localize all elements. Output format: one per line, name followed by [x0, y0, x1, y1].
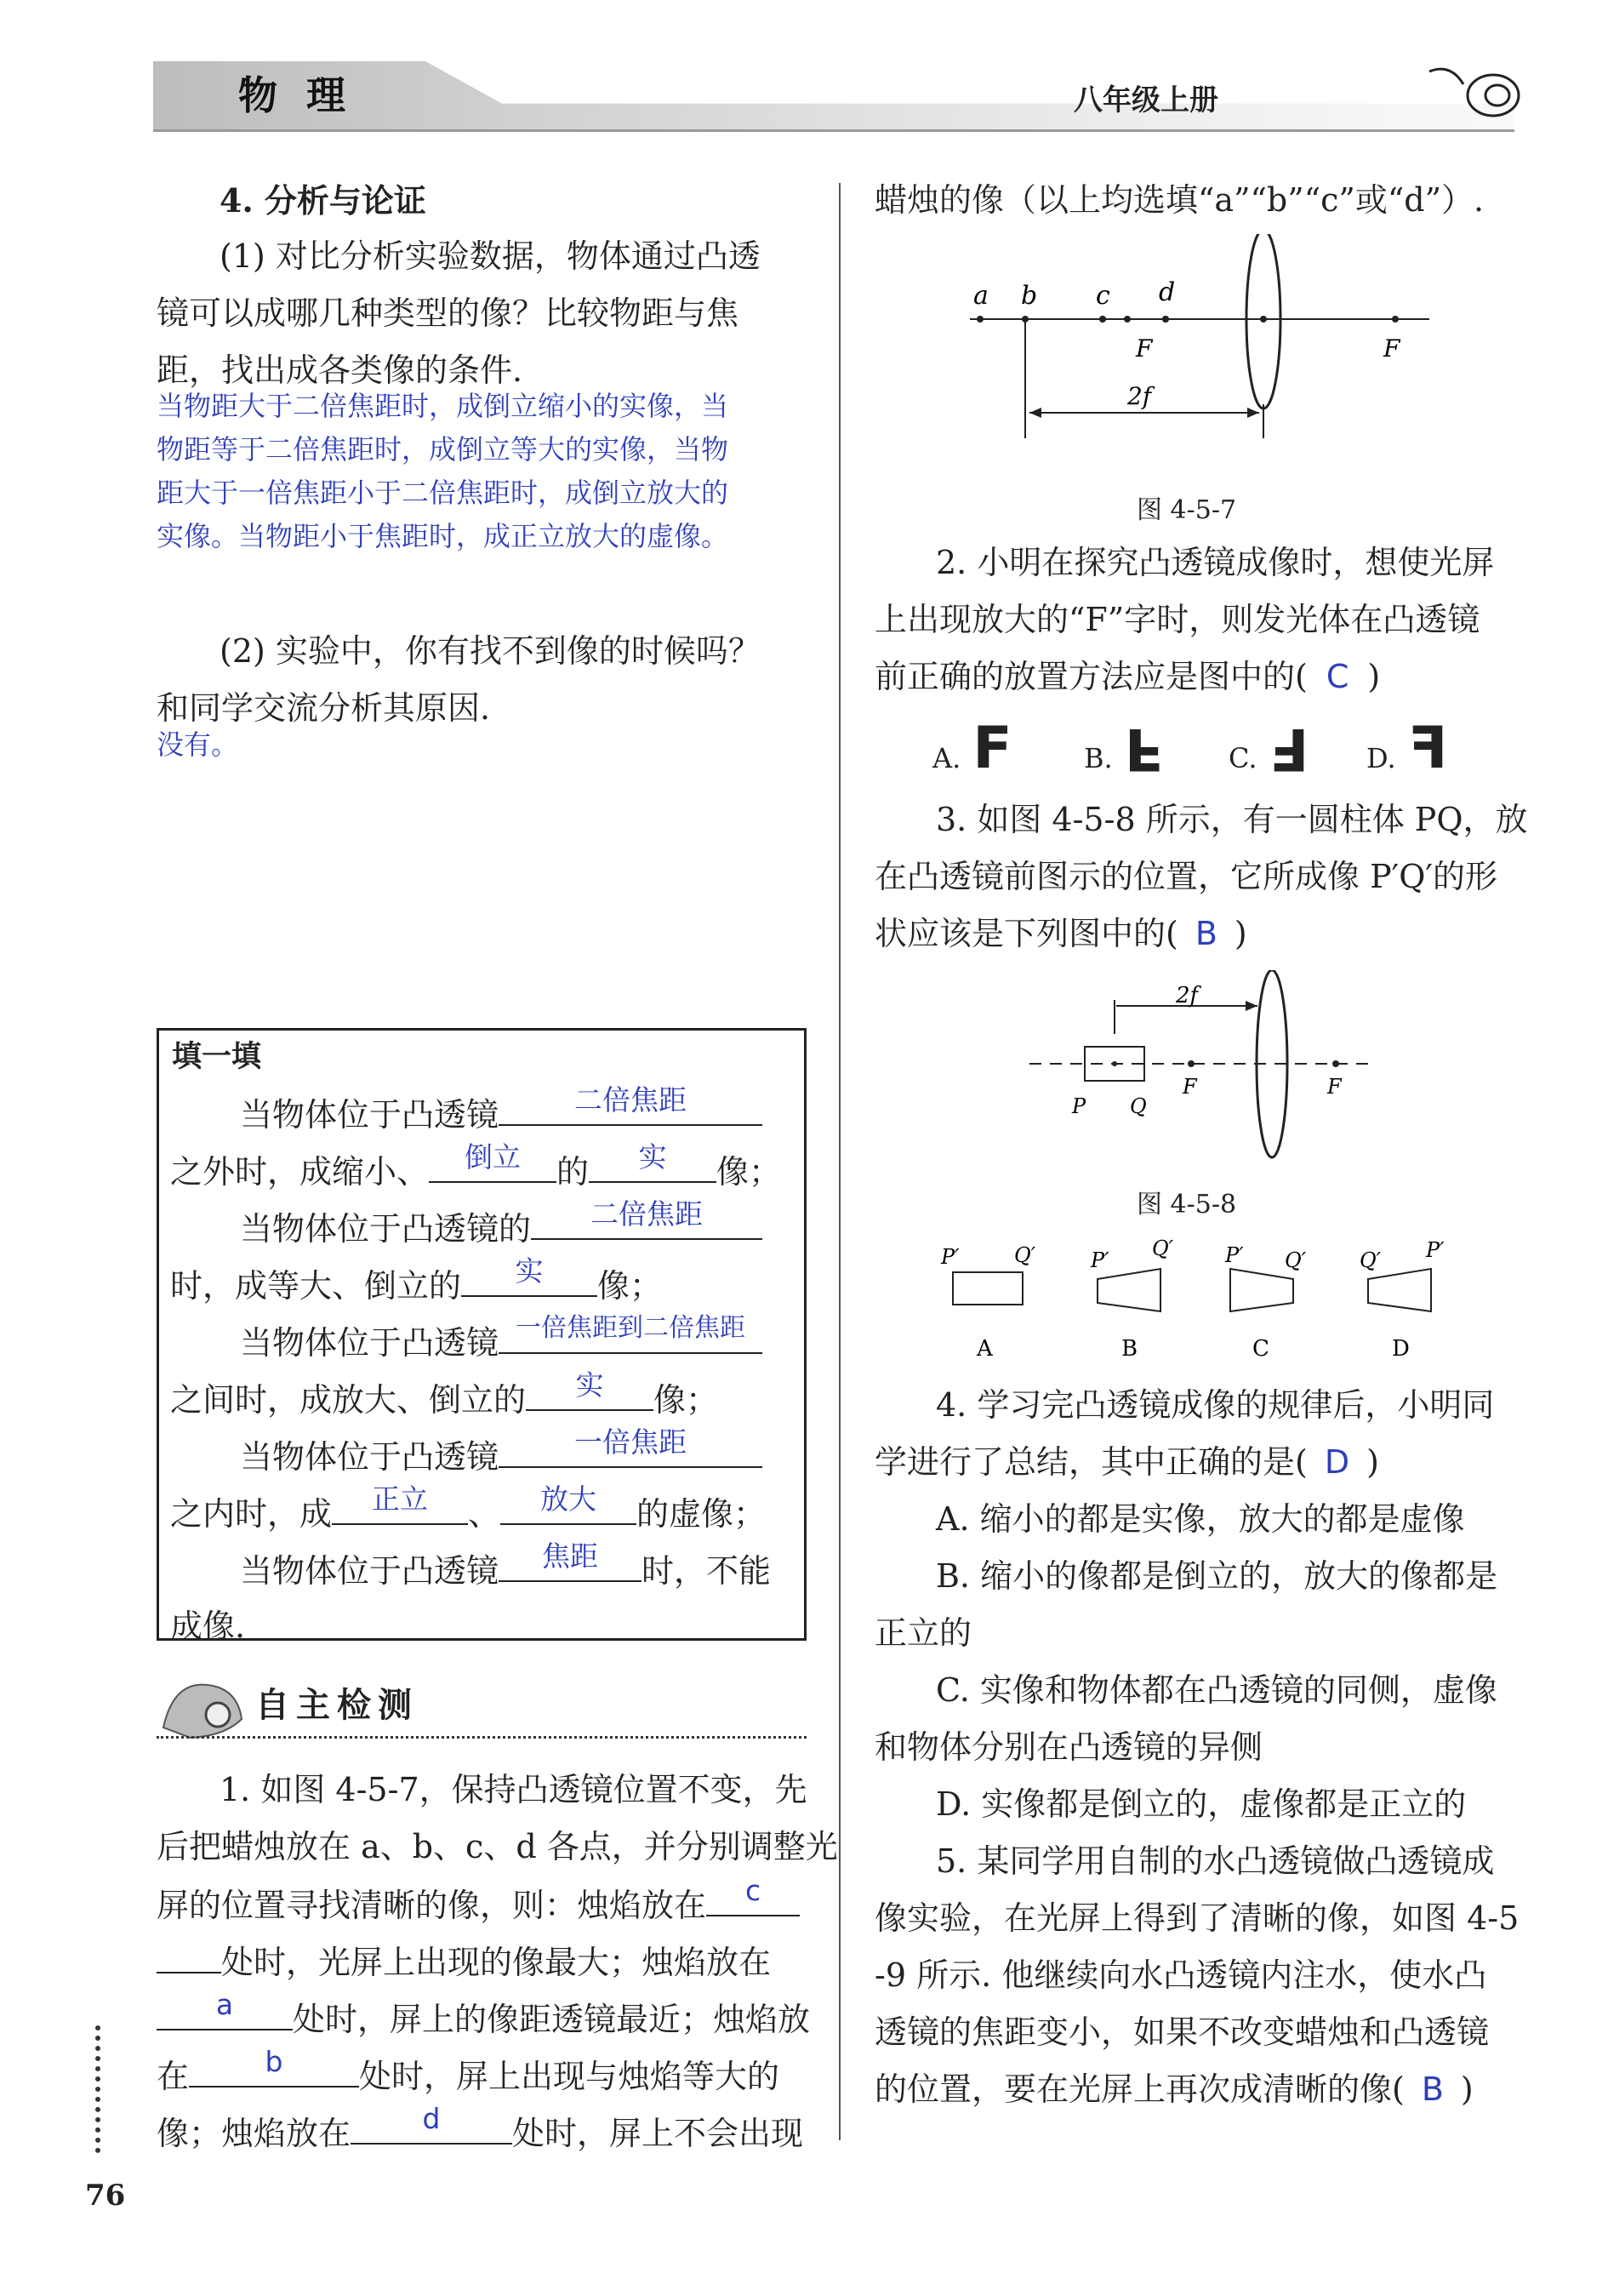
self-check-rule — [157, 1736, 807, 1739]
svg-text:P′: P′ — [1091, 1248, 1109, 1272]
q2-r-line-2: 上出现放大的“F”字时，则发光体在凸透镜 — [875, 601, 1480, 638]
figure-4-5-7 — [953, 234, 1446, 455]
blank-9[interactable]: 正立 — [332, 1484, 468, 1525]
q5-line-2: 像实验，在光屏上得到了清晰的像，如图 4-5 — [875, 1899, 1520, 1937]
p1-line-5: a 处时，屏上的像距透镜最近；烛焰放 — [157, 1990, 810, 2048]
p1-line-3: 屏的位置寻找清晰的像，则：烛焰放在 c — [157, 1876, 800, 1934]
choice-d[interactable] — [1360, 1238, 1445, 1362]
p1-line-6: 在 b 处时，屏上出现与烛焰等大的 — [157, 2045, 780, 2095]
answer-1-line-4: 实像。当物距小于焦距时，成正立放大的虚像。 — [157, 520, 729, 552]
choice-c[interactable] — [1224, 1243, 1307, 1362]
q2-option-a[interactable]: A. F — [932, 715, 1012, 782]
fill-line-2: 之外时，成缩小、 倒立 的 实 像； — [170, 1140, 782, 1191]
glyph-f-flipped-vertical: F — [1124, 715, 1165, 782]
fill-line-8: 之内时，成 正立 、 放大 的虚像； — [170, 1482, 767, 1533]
self-check-icon — [157, 1668, 250, 1745]
point-a-label: a — [973, 281, 989, 311]
twof-label: 2f — [1127, 382, 1152, 410]
blank-6[interactable]: 一倍焦距到二倍焦距 — [499, 1313, 762, 1354]
section-title: 4. 分析与论证 — [220, 181, 426, 220]
answer-1-line-2: 物距等于二倍焦距时，成倒立等大的实像，当物 — [157, 433, 729, 465]
q4-option-a[interactable]: A. 缩小的都是实像，放大的都是虚像 — [936, 1500, 1465, 1538]
q3-answer: B — [1195, 915, 1217, 952]
choice-b[interactable] — [1090, 1238, 1174, 1362]
focus-right-label: F — [1383, 334, 1400, 363]
answer-1-line-1: 当物距大于二倍焦距时，成倒立缩小的实像，当 — [157, 390, 729, 422]
p1-blank-1b[interactable] — [157, 1933, 221, 1973]
q4-line-1: 4. 学习完凸透镜成像的规律后，小明同 — [936, 1386, 1495, 1424]
svg-text:Q′: Q′ — [1285, 1248, 1307, 1272]
figure-4-5-8 — [1021, 970, 1378, 1174]
glyph-f-rotated: F — [1269, 715, 1309, 782]
p1-blank-1a[interactable]: c — [706, 1876, 800, 1916]
fill-line-4: 时，成等大、倒立的 实 像； — [170, 1254, 663, 1305]
fill-line-1: 当物体位于凸透镜 二倍焦距 — [240, 1085, 762, 1144]
caption-4-5-8: 图 4-5-8 — [1137, 1190, 1237, 1219]
q1-line-3: 距，找出成各类像的条件. — [157, 351, 523, 389]
fill-line-5: 当物体位于凸透镜 一倍焦距到二倍焦距 — [240, 1313, 762, 1372]
p1-blank-3[interactable]: b — [189, 2047, 359, 2088]
blank-4[interactable]: 二倍焦距 — [531, 1199, 762, 1240]
q5-answer: B — [1421, 2070, 1444, 2108]
q3-choices — [936, 1238, 1480, 1366]
fill-line-10: 成像. — [170, 1608, 246, 1645]
label-p: P — [1072, 1094, 1086, 1118]
p1-blank-4[interactable]: d — [351, 2104, 512, 2145]
p1-line-4: 处时，光屏上出现的像最大；烛焰放在 — [157, 1933, 771, 1991]
fill-title: 填一填 — [172, 1039, 262, 1074]
blank-3[interactable]: 实 — [589, 1142, 716, 1183]
q4-option-c-cont: 和物体分别在凸透镜的异侧 — [875, 1728, 1263, 1766]
header-rule — [153, 129, 1514, 132]
p1-line-2: 后把蜡烛放在 a、b、c、d 各点，并分别调整光 — [157, 1828, 838, 1865]
label-q: Q — [1130, 1094, 1147, 1118]
q2-r-line-1: 2. 小明在探究凸透镜成像时，想使光屏 — [936, 544, 1495, 581]
q2-line-2: 和同学交流分析其原因. — [157, 689, 491, 727]
glyph-f-mirrored: F — [1407, 715, 1448, 782]
focus-458-right: F — [1327, 1075, 1342, 1099]
svg-text:C: C — [1252, 1336, 1269, 1362]
self-check-title: 自主检测 — [255, 1685, 419, 1725]
svg-text:Q′: Q′ — [1014, 1243, 1036, 1267]
q4-option-b-cont: 正立的 — [875, 1614, 972, 1652]
q3-line-3: 状应该是下列图中的( B ) — [875, 915, 1247, 952]
q4-line-2: 学进行了总结，其中正确的是( D ) — [875, 1443, 1379, 1481]
svg-text:D: D — [1392, 1336, 1410, 1362]
blank-10[interactable]: 放大 — [500, 1484, 636, 1525]
p1-line-1: 1. 如图 4-5-7，保持凸透镜位置不变，先 — [220, 1771, 807, 1808]
q2-option-b[interactable]: B. F — [1084, 715, 1165, 782]
blank-11[interactable]: 焦距 — [499, 1541, 641, 1582]
q2-r-line-3: 前正确的放置方法应是图中的( C ) — [875, 658, 1381, 695]
q4-option-c[interactable]: C. 实像和物体都在凸透镜的同侧，虚像 — [936, 1671, 1497, 1709]
q4-answer: D — [1324, 1443, 1350, 1481]
q5-line-3: -9 所示. 他继续向水凸透镜内注水，使水凸 — [875, 1956, 1487, 1994]
svg-text:P′: P′ — [1225, 1243, 1244, 1267]
svg-text:P′: P′ — [941, 1245, 960, 1269]
svg-text:A: A — [977, 1336, 993, 1362]
subject-title: 物理 — [238, 72, 374, 118]
fill-line-3: 当物体位于凸透镜的 二倍焦距 — [240, 1199, 762, 1258]
svg-text:P′: P′ — [1426, 1238, 1445, 1262]
svg-text:Q′: Q′ — [1360, 1248, 1382, 1272]
answer-1-line-3: 距大于一倍焦距小于二倍焦距时，成倒立放大的 — [157, 477, 729, 509]
blank-5[interactable]: 实 — [461, 1256, 597, 1297]
point-c-label: c — [1096, 281, 1110, 311]
blank-1[interactable]: 二倍焦距 — [499, 1085, 762, 1126]
q1-line-1: (1) 对比分析实验数据，物体通过凸透 — [220, 237, 761, 275]
q2-option-d[interactable]: D. F — [1366, 715, 1448, 782]
q1-line-2: 镜可以成哪几种类型的像？比较物距与焦 — [157, 294, 739, 332]
fill-line-7: 当物体位于凸透镜 一倍焦距 — [240, 1427, 762, 1486]
choice-a[interactable] — [940, 1243, 1036, 1362]
grade-label: 八年级上册 — [1074, 83, 1218, 117]
q3-line-2: 在凸透镜前图示的位置，它所成像 P′Q′的形 — [875, 858, 1498, 895]
q5-line-4: 透镜的焦距变小，如果不改变蜡烛和凸透镜 — [875, 2013, 1490, 2051]
p1-blank-2[interactable]: a — [157, 1990, 293, 2030]
q3-line-1: 3. 如图 4-5-8 所示，有一圆柱体 PQ，放 — [936, 801, 1528, 838]
glyph-f-normal: F — [972, 715, 1012, 782]
q2-answer: C — [1326, 658, 1349, 695]
blank-2[interactable]: 倒立 — [429, 1142, 556, 1183]
q5-line-5: 的位置，要在光屏上再次成清晰的像( B ) — [875, 2070, 1474, 2108]
margin-dots — [95, 2025, 105, 2153]
answer-2: 没有。 — [157, 728, 239, 761]
blank-7[interactable]: 实 — [526, 1370, 653, 1411]
q4-option-d[interactable]: D. 实像都是倒立的，虚像都是正立的 — [936, 1785, 1467, 1823]
fill-line-6: 之间时，成放大、倒立的 实 像； — [170, 1368, 719, 1419]
q2-line-1: (2) 实验中，你有找不到像的时候吗？ — [220, 632, 761, 670]
point-d-label: d — [1159, 277, 1176, 307]
q5-line-1: 5. 某同学用自制的水凸透镜做凸透镜成 — [936, 1842, 1495, 1880]
q2-option-c[interactable]: C. F — [1229, 715, 1309, 782]
svg-text:B: B — [1121, 1336, 1138, 1362]
q4-option-b[interactable]: B. 缩小的像都是倒立的，放大的像都是 — [936, 1557, 1498, 1595]
svg-text:Q′: Q′ — [1152, 1238, 1174, 1260]
focus-458-left: F — [1183, 1075, 1197, 1099]
blank-8[interactable]: 一倍焦距 — [499, 1427, 762, 1468]
p1-continuation: 蜡烛的像（以上均选填“a”“b”“c”或“d”）. — [875, 181, 1485, 219]
snail-logo-icon — [1412, 54, 1523, 123]
page-number: 76 — [85, 2179, 126, 2213]
fill-line-9: 当物体位于凸透镜 焦距 时，不能 — [240, 1539, 772, 1590]
focus-left-label: F — [1136, 334, 1153, 363]
twof-458-label: 2f — [1176, 983, 1199, 1008]
column-divider — [839, 183, 841, 2140]
caption-4-5-7: 图 4-5-7 — [1137, 495, 1237, 525]
p1-line-7: 像；烛焰放在 d 处时，屏上不会出现 — [157, 2102, 804, 2152]
point-b-label: b — [1021, 281, 1038, 311]
